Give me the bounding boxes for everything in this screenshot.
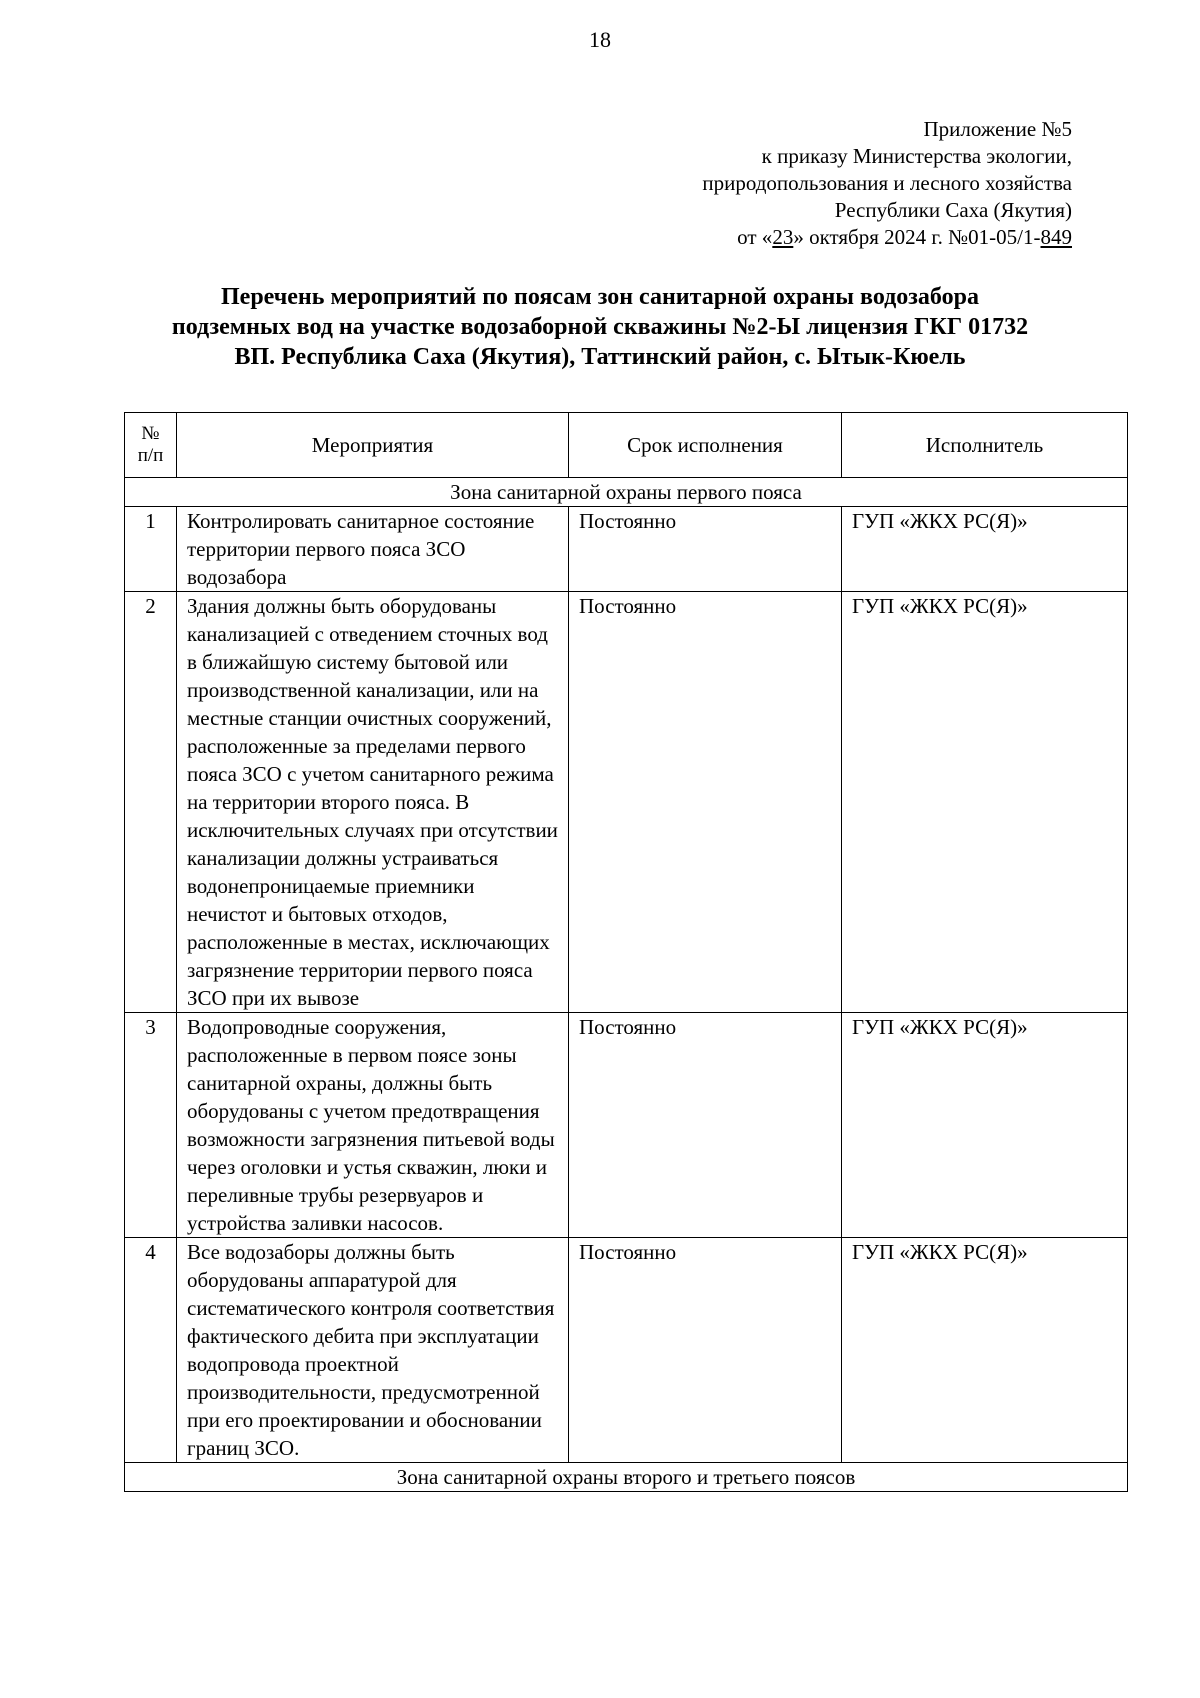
appendix-date-line xyxy=(702,224,1072,251)
appendix-block xyxy=(702,116,1072,251)
title-line-3: ВП. Республика Саха (Якутия), Таттинский район, с. Ытык-Кюель xyxy=(234,344,966,370)
row-executor: ГУП «ЖКХ РС(Я)» xyxy=(842,592,1128,1013)
appendix-line-4: Республики Саха (Якутия) xyxy=(834,198,1072,222)
row-number: 2 xyxy=(125,592,177,1013)
row-deadline: Постоянно xyxy=(569,1013,842,1238)
table-row xyxy=(125,1013,1128,1238)
row-number: 1 xyxy=(125,507,177,592)
row-measure: Здания должны быть оборудованы канализацией с отведением сточных вод в ближайшую систему бытовой или производственной канализации, или на местные станции очистных сооружений, расположенные за пределами первого пояса ЗСО с учетом санитарного режима на территории второго пояса. В исключительных случаях при отсутствии канализации должны устраиваться водонепроницаемые приемники нечистот и бытовых отходов, расположенные в местах, исключающих загрязнение территории первого пояса ЗСО при их вывозе xyxy=(177,592,569,1013)
order-number: 849 xyxy=(1040,225,1072,249)
row-measure: Все водозаборы должны быть оборудованы аппаратурой для систематического контроля соответствия фактического дебита при эксплуатации водопровода проектной производительности, предусмотренной при его проектировании и обосновании границ ЗСО. xyxy=(177,1238,569,1463)
appendix-line-3: природопользования и лесного хозяйства xyxy=(702,171,1072,195)
title-line-1: Перечень мероприятий по поясам зон санитарной охраны водозабора xyxy=(221,284,979,310)
title-line-2: подземных вод на участке водозаборной скважины №2-Ы лицензия ГКГ 01732 xyxy=(171,314,1029,340)
row-measure: Водопроводные сооружения, расположенные в первом поясе зоны санитарной охраны, должны быть оборудованы с учетом предотвращения возможности загрязнения питьевой воды через оголовки и устья скважин, люки и переливные трубы резервуаров и устройства заливки насосов. xyxy=(177,1013,569,1238)
date-prefix: от « xyxy=(737,225,773,249)
header-executor: Исполнитель xyxy=(842,413,1128,478)
row-measure: Контролировать санитарное состояние территории первого пояса ЗСО водозабора xyxy=(177,507,569,592)
zone-row xyxy=(125,1463,1128,1492)
appendix-line-1: Приложение №5 xyxy=(923,117,1072,141)
header-measures: Мероприятия xyxy=(177,413,569,478)
table-row xyxy=(125,1238,1128,1463)
header-num xyxy=(125,413,177,478)
header-num-line-2: п/п xyxy=(137,445,164,466)
zone-2-heading: Зона санитарной охраны второго и третьего поясов xyxy=(125,1463,1128,1492)
document-title xyxy=(60,282,1140,372)
appendix-line-2: к приказу Министерства экологии, xyxy=(761,144,1072,168)
table-row xyxy=(125,592,1128,1013)
table-row xyxy=(125,507,1128,592)
date-day: 23 xyxy=(772,225,794,249)
zone-1-heading: Зона санитарной охраны первого пояса xyxy=(125,478,1128,507)
row-number: 4 xyxy=(125,1238,177,1463)
row-number: 3 xyxy=(125,1013,177,1238)
measures-table xyxy=(124,412,1128,1492)
page-number: 18 xyxy=(589,27,611,52)
table-header-row xyxy=(125,413,1128,478)
row-deadline: Постоянно xyxy=(569,1238,842,1463)
date-middle: » октября 2024 г. №01-05/1- xyxy=(793,225,1041,249)
row-executor: ГУП «ЖКХ РС(Я)» xyxy=(842,507,1128,592)
row-deadline: Постоянно xyxy=(569,507,842,592)
row-executor: ГУП «ЖКХ РС(Я)» xyxy=(842,1238,1128,1463)
row-deadline: Постоянно xyxy=(569,592,842,1013)
zone-row xyxy=(125,478,1128,507)
header-num-line-1: № xyxy=(141,423,160,444)
row-executor: ГУП «ЖКХ РС(Я)» xyxy=(842,1013,1128,1238)
header-deadline: Срок исполнения xyxy=(569,413,842,478)
